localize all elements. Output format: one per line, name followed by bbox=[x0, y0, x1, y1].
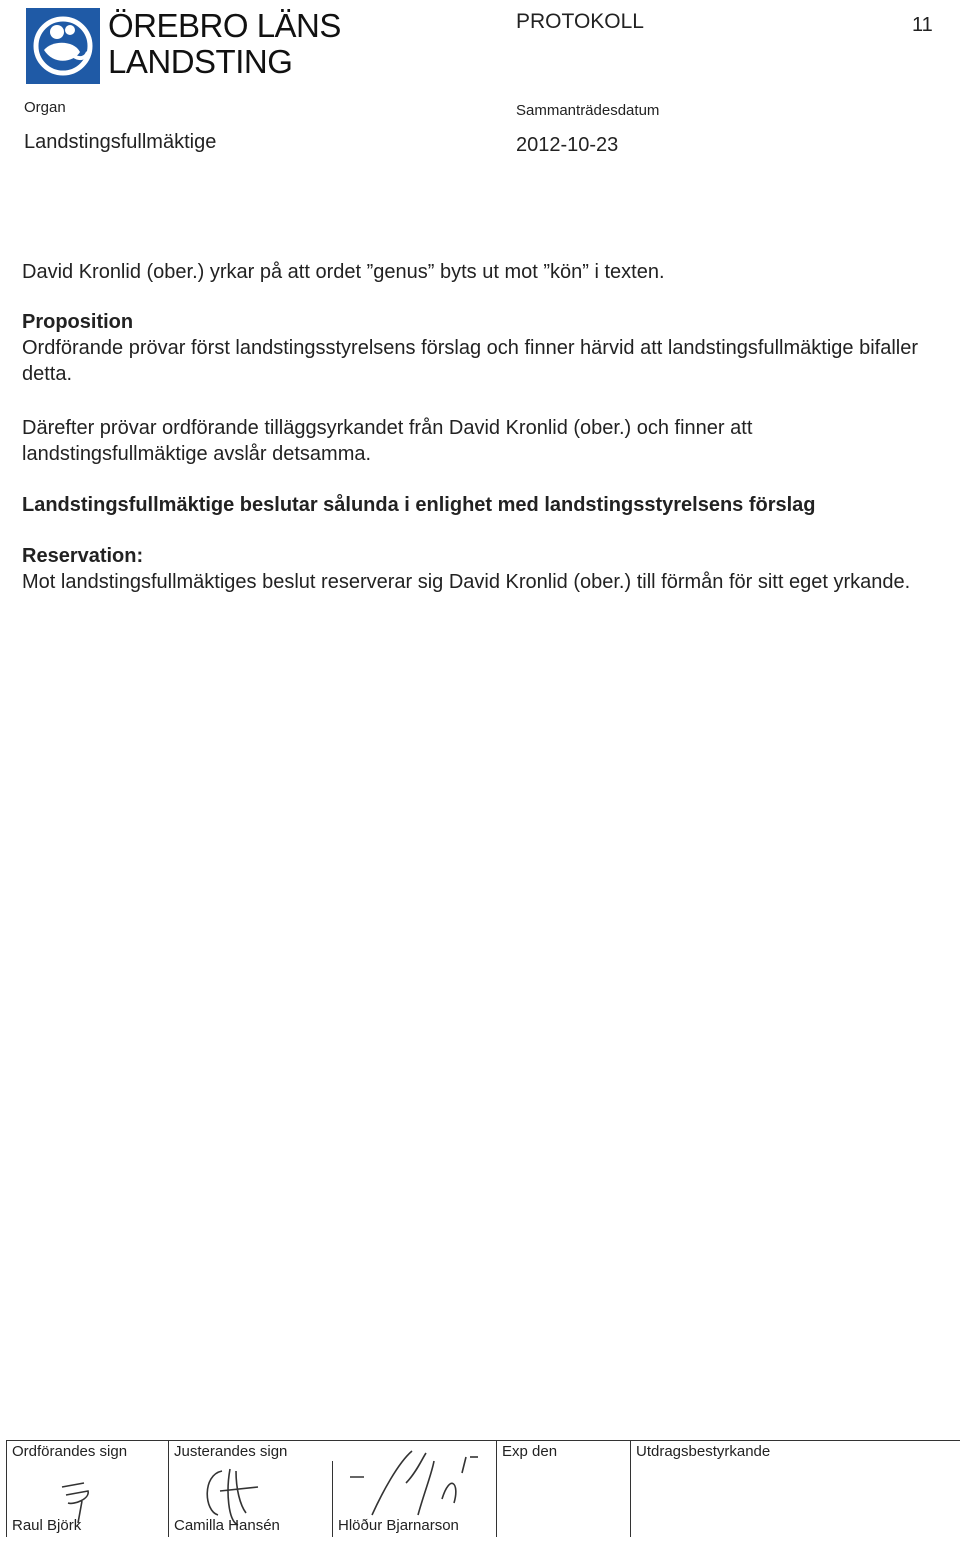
paragraph-tillaggsyrkande bbox=[22, 415, 852, 467]
reservation-section bbox=[22, 543, 932, 595]
reservation-text: Mot landstingsfullmäktiges beslut reserverar sig David Kronlid (ober.) till förmån för sitt eget yrkande. bbox=[22, 571, 911, 593]
exp-cell bbox=[496, 1441, 630, 1537]
chair-signature-icon bbox=[54, 1465, 104, 1525]
date-label: Sammanträdesdatum bbox=[516, 102, 660, 119]
signature-table bbox=[6, 1440, 960, 1537]
reservation-heading: Reservation: bbox=[22, 545, 144, 567]
organ-value: Landstingsfullmäktige bbox=[24, 131, 217, 153]
org-name-line2: LANDSTING bbox=[108, 43, 293, 80]
logo-emblem-icon bbox=[30, 12, 96, 80]
adjuster-sign-label: Justerandes sign bbox=[174, 1443, 288, 1460]
landsting-logo bbox=[26, 8, 100, 84]
chair-name: Raul Björk bbox=[12, 1517, 82, 1534]
chair-sign-cell bbox=[6, 1441, 168, 1537]
organization-name bbox=[108, 8, 341, 80]
page-number: 11 bbox=[912, 14, 933, 36]
adjuster1-name: Camilla Hansén bbox=[174, 1517, 280, 1534]
document-type: PROTOKOLL bbox=[516, 10, 644, 33]
extract-cell bbox=[630, 1441, 960, 1537]
proposition-section bbox=[22, 309, 947, 387]
decision-section bbox=[22, 492, 947, 518]
decision-text: Landstingsfullmäktige beslutar sålunda i enlighet med landstingsstyrelsens förslag bbox=[22, 494, 816, 516]
adjuster2-signature-icon bbox=[342, 1443, 492, 1523]
extract-label: Utdragsbestyrkande bbox=[636, 1443, 771, 1460]
proposition-text: Ordförande prövar först landstingsstyrelsens förslag och finner härvid att landstingsfullmäktige bifaller detta. bbox=[22, 337, 918, 385]
proposition-heading: Proposition bbox=[22, 311, 134, 333]
adjuster2-name: Hlöður Bjarnarson bbox=[338, 1517, 459, 1534]
organ-label: Organ bbox=[24, 99, 66, 116]
tillaggsyrkande-text: Därefter prövar ordförande tilläggsyrkandet från David Kronlid (ober.) och finner att landstingsfullmäktige avslår detsamma. bbox=[22, 417, 753, 465]
adjuster1-sign-cell bbox=[168, 1441, 332, 1537]
date-value: 2012-10-23 bbox=[516, 134, 619, 156]
paragraph-yrkande bbox=[22, 259, 947, 285]
exp-label: Exp den bbox=[502, 1443, 558, 1460]
chair-sign-label: Ordförandes sign bbox=[12, 1443, 128, 1460]
yrkande-text: David Kronlid (ober.) yrkar på att ordet ”genus” byts ut mot ”kön” i texten. bbox=[22, 261, 665, 283]
org-name-line1: ÖREBRO LÄNS bbox=[108, 7, 341, 44]
adjuster2-sign-cell bbox=[332, 1441, 496, 1537]
